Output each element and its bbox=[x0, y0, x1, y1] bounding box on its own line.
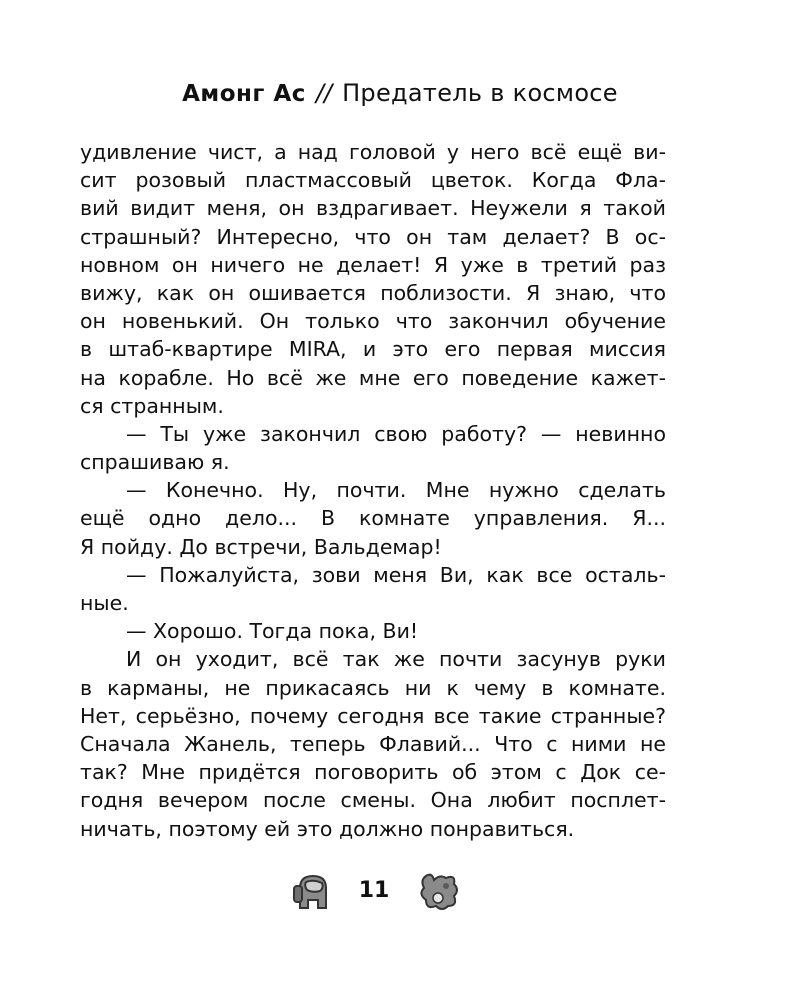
page-number: 11 bbox=[358, 878, 390, 903]
text-line: Я пойду. До встречи, Вальдемар! bbox=[80, 534, 442, 559]
text-line: новном он ничего не делает! Я уже в третий раз bbox=[80, 252, 666, 277]
body-splat-icon bbox=[416, 868, 462, 914]
running-header bbox=[0, 78, 800, 109]
body-text bbox=[80, 138, 666, 843]
text-line: ничать, поэтому ей это должно понравиться. bbox=[80, 816, 575, 841]
page-footer bbox=[0, 868, 800, 918]
dialogue-line: — Конечно. Ну, почти. Мне нужно сделать bbox=[126, 478, 666, 503]
text-line: ещё одно дело... В комнате управления. Я... bbox=[80, 506, 666, 531]
text-line: так? Мне придётся поговорить об этом с Док се- bbox=[80, 760, 666, 785]
text-line: сит розовый пластмассовый цветок. Когда Фла- bbox=[80, 168, 666, 193]
book-subtitle: Предатель в космосе bbox=[342, 79, 618, 107]
text-line: Сначала Жанель, теперь Флавий... Что с ними не bbox=[80, 731, 666, 756]
dialogue-line: — Хорошо. Тогда пока, Ви! bbox=[126, 619, 419, 644]
text-line: Нет, серьёзно, почему сегодня все такие странные? bbox=[80, 703, 666, 728]
text-line: страшный? Интересно, что он там делает? В ос- bbox=[80, 224, 666, 249]
text-line: он новенький. Он только что закончил обучение bbox=[80, 309, 666, 334]
text-line: в штаб-квартире MIRA, и это его первая миссия bbox=[80, 337, 666, 362]
crewmate-icon bbox=[292, 872, 334, 912]
dialogue-line: — Пожалуйста, зови меня Ви, как все осталь- bbox=[126, 562, 666, 587]
header-separator: // bbox=[315, 79, 333, 107]
dialogue-line: — Ты уже закончил свою работу? — невинно bbox=[126, 421, 666, 446]
text-line: в карманы, не прикасаясь ни к чему в комнате. bbox=[80, 675, 666, 700]
text-line: вижу, как он ошивается поблизости. Я знаю, что bbox=[80, 280, 666, 305]
text-line: вий видит меня, он вздрагивает. Неужели я такой bbox=[80, 196, 666, 221]
text-line: на корабле. Но всё же мне его поведение кажет- bbox=[80, 365, 666, 390]
text-line: удивление чист, а над головой у него всё ещё ви- bbox=[80, 140, 666, 164]
text-line: спрашиваю я. bbox=[80, 450, 230, 475]
text-line: ся странным. bbox=[80, 393, 224, 418]
text-line: ные. bbox=[80, 591, 129, 615]
paragraph-start-line: И он уходит, всё так же почти засунув руки bbox=[126, 647, 666, 672]
text-line: годня вечером после смены. Она любит посплет- bbox=[80, 788, 666, 813]
book-title: Амонг Ас bbox=[182, 81, 306, 107]
